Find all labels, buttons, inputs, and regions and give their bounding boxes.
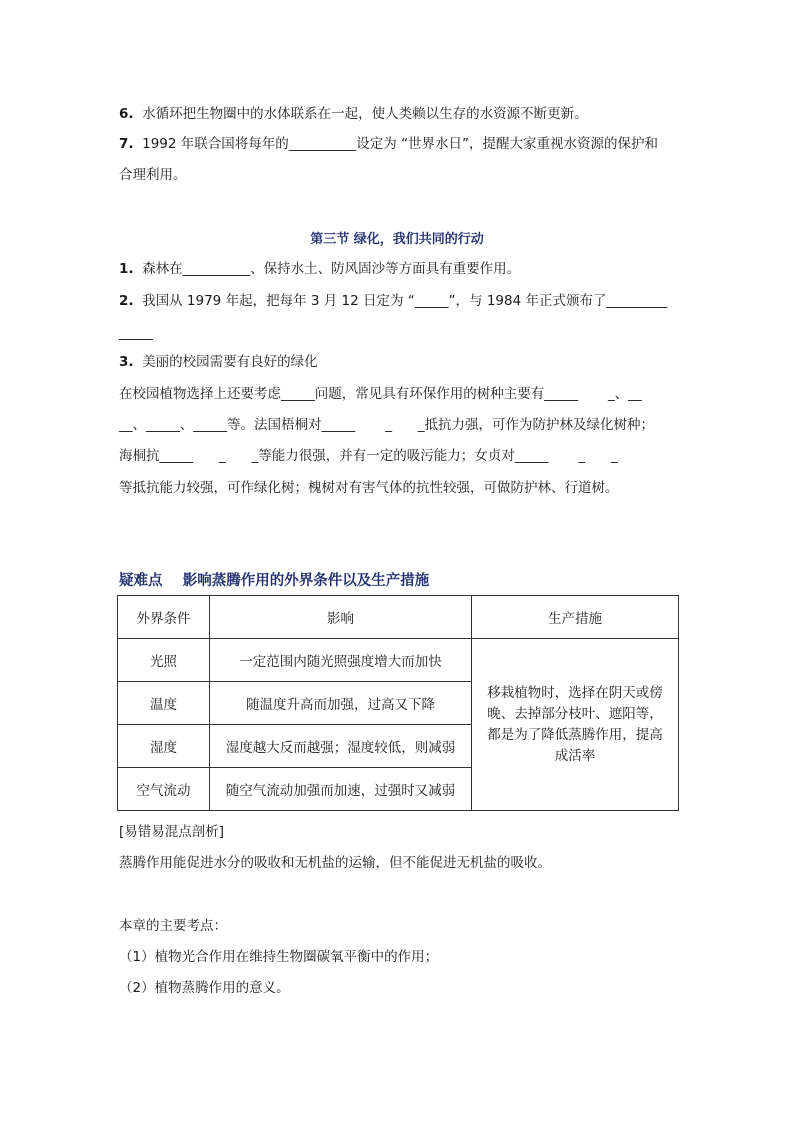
section3-item-3 [119,352,318,372]
condition-cell: 湿度 [118,725,210,768]
chapter-points-title: 本章的主要考点： [119,918,227,934]
table-header: 影响 [210,596,472,639]
table-header-row [118,596,679,639]
condition-cell: 温度 [118,682,210,725]
analysis-label: [易错易混点剖析] [119,824,225,840]
effect-cell: 随温度升高而加强，过高又下降 [210,682,472,725]
item-number: 1. [119,261,134,277]
section3-item-2 [119,291,667,311]
item-3-line-3: 海桐抗_____ _ _等能力很强，并有一定的吸污能力；女贞对_____ _ _ [119,448,618,464]
item-3-line-2: __、_____、_____等。法国梧桐对_____ _ _抵抗力强，可作为防护林及绿化树种； [119,417,655,433]
measure-cell: 移栽植物时，选择在阴天或傍晚、去掉部分枝叶、遮阳等，都是为了降低蒸腾作用，提高成活率 [472,639,679,811]
condition-cell: 光照 [118,639,210,682]
difficulty-heading: 疑难点 影响蒸腾作用的外界条件以及生产措施 [119,573,430,589]
item-number: 3. [119,354,134,370]
condition-cell: 空气流动 [118,768,210,811]
transpiration-table [117,595,679,811]
effect-cell: 随空气流动加强而加速，过强时又减弱 [210,768,472,811]
table-header: 生产措施 [472,596,679,639]
item-text: 水循环把生物圈中的水体联系在一起，使人类赖以生存的水资源不断更新。 [142,106,588,122]
item-number: 7. [119,136,134,152]
item-3-line-4: 等抵抗能力较强，可作绿化树；槐树对有害气体的抗性较强，可做防护林、行道树。 [119,480,619,496]
item-number: 6. [119,106,134,122]
section-title: 第三节 绿化，我们共同的行动 [310,232,484,247]
effect-cell: 湿度越大反而越强；湿度较低，则减弱 [210,725,472,768]
item-7 [119,134,658,154]
item-3-line-1: 在校园植物选择上还要考虑_____问题，常见具有环保作用的树种主要有_____ _、__ [119,386,642,402]
chapter-point: （2）植物蒸腾作用的意义。 [119,980,290,996]
table-row [118,639,679,682]
item-text: 我国从 1979 年起，把每年 3 月 12 日定为 “_____”，与 1984 年正式颁布了_________ [142,293,668,309]
item-6 [119,104,588,124]
item-number: 2. [119,293,134,309]
item-text: 美丽的校园需要有良好的绿化 [142,354,318,370]
section3-item-2-continuation: _____ [119,325,153,341]
item-text: 森林在__________、保持水土、防风固沙等方面具有重要作用。 [142,261,521,277]
effect-cell: 一定范围内随光照强度增大而加快 [210,639,472,682]
section3-item-1 [119,259,520,279]
item-7-continuation: 合理利用。 [119,167,187,183]
chapter-point: （1）植物光合作用在维持生物圈碳氧平衡中的作用； [119,949,439,965]
item-text: 1992 年联合国将每年的__________设定为 “世界水日”，提醒大家重视水资源的保护和 [142,136,659,152]
table-header: 外界条件 [118,596,210,639]
analysis-text: 蒸腾作用能促进水分的吸收和无机盐的运输，但不能促进无机盐的吸收。 [119,855,551,871]
